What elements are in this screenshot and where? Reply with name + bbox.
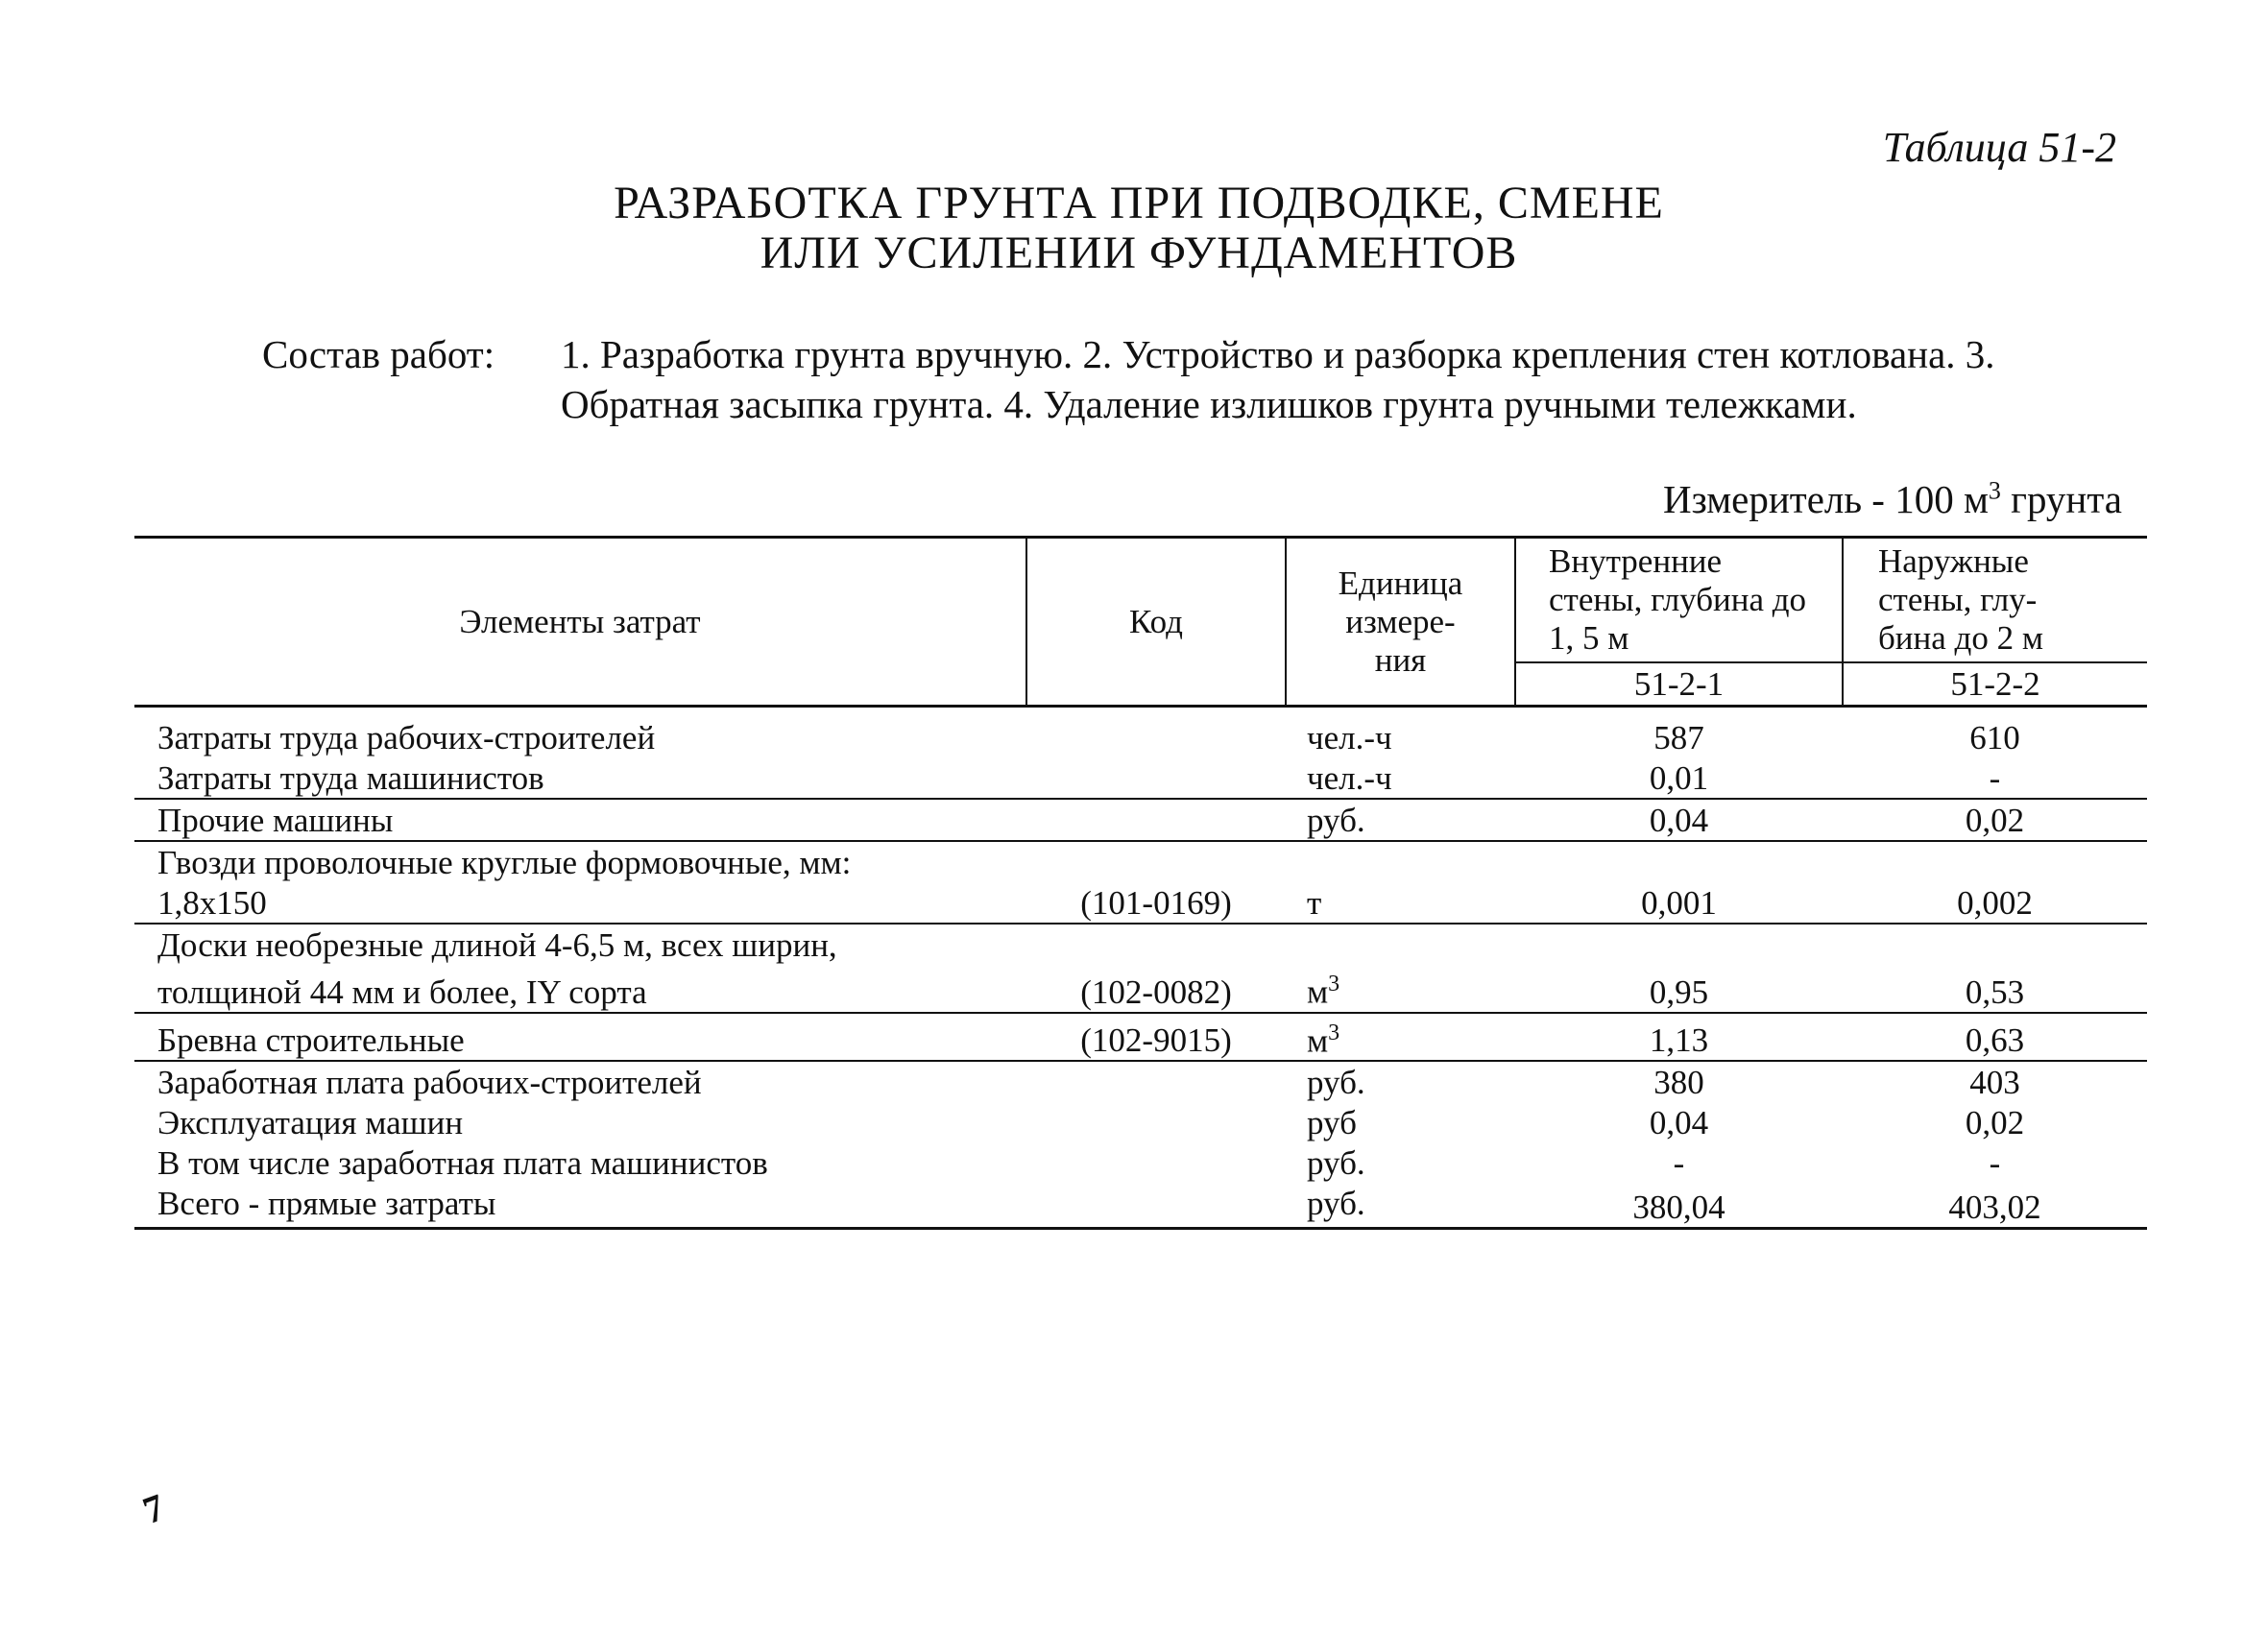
- row-unit: чел.-ч: [1307, 719, 1392, 756]
- row-name: 1,8x150: [134, 882, 1026, 924]
- row-name: Заработная плата рабочих-строителей: [157, 1064, 702, 1102]
- row-value-internal: 0,001: [1515, 882, 1843, 924]
- header-external-walls: Наружные стены, глу-бина до 2 м: [1843, 538, 2147, 663]
- table-row: [134, 841, 2147, 882]
- title-line-1: РАЗРАБОТКА ГРУНТА ПРИ ПОДВОДКЕ, СМЕНЕ: [614, 178, 1664, 228]
- row-code: [1026, 799, 1286, 841]
- page-corner-mark: 7: [136, 1484, 171, 1533]
- row-value-external: 0,02: [1843, 799, 2147, 841]
- row-value-external: 403: [1969, 1064, 2020, 1102]
- row-code: [1026, 1183, 1286, 1229]
- row-value-external: 0,63: [1843, 1013, 2147, 1062]
- title-line-2: ИЛИ УСИЛЕНИИ ФУНДАМЕНТОВ: [760, 228, 1518, 278]
- row-unit: руб.: [1286, 799, 1515, 841]
- table-row: [134, 1183, 2147, 1229]
- table-number: Таблица 51-2: [1882, 124, 2116, 171]
- row-name: Затраты труда машинистов: [134, 757, 1026, 799]
- row-code: [1026, 1102, 1286, 1142]
- row-value-internal: -: [1673, 1144, 1685, 1183]
- header-elements: Элементы затрат: [459, 602, 701, 640]
- row-code: (102-0082): [1026, 965, 1286, 1013]
- table-row: [134, 924, 2147, 965]
- row-unit: $м^3$: [1286, 965, 1515, 1013]
- table-row: [134, 799, 2147, 841]
- row-value-internal: 587: [1653, 719, 1704, 756]
- row-code: (101-0169): [1026, 882, 1286, 924]
- row-value-internal: 1,13: [1515, 1013, 1843, 1062]
- row-value-external: 403,02: [1843, 1183, 2147, 1229]
- code-51-2-1: 51-2-1: [1515, 662, 1843, 707]
- table-row: [134, 757, 2147, 799]
- table-row: [134, 1142, 2147, 1183]
- row-value-external: 0,02: [1965, 1104, 2025, 1142]
- meter-prefix: Измеритель - 100 м: [1662, 477, 1989, 521]
- row-name: Прочие машины: [134, 799, 1026, 841]
- row-name: Затраты труда рабочих-строителей: [157, 719, 656, 756]
- row-value-external: 0,53: [1843, 965, 2147, 1013]
- page-title: [0, 179, 2268, 278]
- row-name: Бревна строительные: [134, 1013, 1026, 1062]
- row-code: (102-9015): [1026, 1013, 1286, 1062]
- composition-label: Состав работ:: [262, 332, 495, 376]
- meter-suffix: грунта: [2000, 477, 2122, 521]
- row-unit: чел.-ч: [1286, 757, 1515, 799]
- table-row: [134, 1102, 2147, 1142]
- row-value-internal: 0,01: [1515, 757, 1843, 799]
- table-row: [134, 882, 2147, 924]
- row-name: толщиной 44 мм и более, IY сорта: [134, 965, 1026, 1013]
- row-name: В том числе заработная плата машинистов: [157, 1144, 768, 1183]
- row-code: [1026, 707, 1286, 758]
- row-value-external: 610: [1969, 719, 2020, 756]
- table-row: [134, 965, 2147, 1013]
- row-name-line1: Гвозди проволочные круглые формовочные, мм:: [157, 844, 852, 881]
- measurement-unit: [1663, 476, 2122, 522]
- row-value-external: -: [1989, 1144, 2001, 1183]
- row-value-external: -: [1843, 757, 2147, 799]
- header-code: Код: [1026, 538, 1286, 707]
- table-row: [134, 707, 2147, 758]
- row-unit: руб: [1307, 1104, 1357, 1142]
- row-value-internal: 380: [1653, 1064, 1704, 1102]
- row-value-internal: 0,04: [1515, 799, 1843, 841]
- table-row: [134, 1013, 2147, 1062]
- table-row: [134, 1061, 2147, 1102]
- composition-text: 1. Разработка грунта вручную. 2. Устройство и разборка крепления стен котлована. 3. Обратная засыпка грунта. 4. Удаление излишков грунта ручными тележками.: [561, 332, 1995, 426]
- row-unit: руб.: [1286, 1183, 1515, 1229]
- code-51-2-2: 51-2-2: [1843, 662, 2147, 707]
- row-unit: руб.: [1307, 1144, 1365, 1183]
- row-unit: руб.: [1307, 1064, 1365, 1102]
- row-value-external: 0,002: [1843, 882, 2147, 924]
- row-code: [1026, 1142, 1286, 1183]
- row-code: [1026, 757, 1286, 799]
- row-unit: $м^3$: [1286, 1013, 1515, 1062]
- row-value-internal: 0,04: [1649, 1104, 1709, 1142]
- meter-power: 3: [1988, 476, 2001, 505]
- header-internal-walls: Внутренние стены, глубина до 1, 5 м: [1515, 538, 1843, 663]
- row-name: Всего - прямые затраты: [134, 1183, 1026, 1229]
- row-name-line1: Доски необрезные длиной 4-6,5 м, всех ширин,: [157, 926, 837, 964]
- row-code: [1026, 1061, 1286, 1102]
- header-unit: Единица измере-ния: [1286, 538, 1515, 707]
- row-name: Эксплуатация машин: [157, 1104, 464, 1142]
- row-unit: т: [1286, 882, 1515, 924]
- costs-table: [134, 536, 2147, 1230]
- row-value-internal: 380,04: [1515, 1183, 1843, 1229]
- row-value-internal: 0,95: [1515, 965, 1843, 1013]
